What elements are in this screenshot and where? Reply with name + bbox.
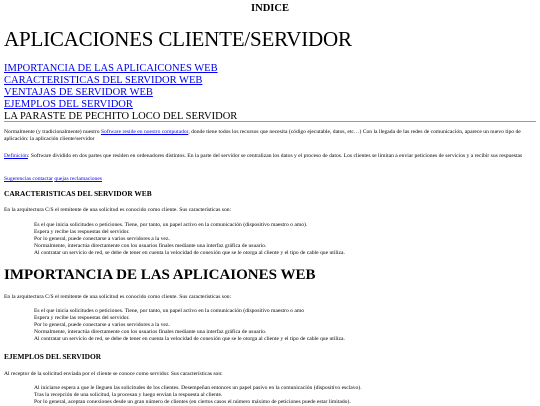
intro-text-before: Normalmente (y tradicionalmente) nuestro [4,129,101,135]
index-title: INDICE [251,3,289,14]
section-heading-importancia: IMPORTANCIA DE LAS APLICAIONES WEB [4,267,316,283]
section3-list [4,385,540,406]
toc-link-importancia[interactable]: IMPORTANCIA DE LAS APLICAICONES WEB [4,63,218,74]
toc-link-ejemplos[interactable]: EJEMPLOS DEL SERVIDOR [4,99,133,110]
definition-text: : Software dividido en dos partes que residen en ordenadores distintos. En la parte del servidor se centralizan los datos y el proceso de datos. Los clientes se limitan a enviar peticiones de servicios y a recibir sus respuestas [27,153,523,159]
section-heading-ejemplos: EJEMPLOS DEL SERVIDOR [4,352,102,361]
list-item: Por lo general, puede conectarse a varios servidores a la vez. [34,236,170,242]
section2-intro: En la arquitectura C/S el remitente de una solicitud es conocido como cliente. Sus características son: [4,294,232,300]
section3-intro: Al receptor de la solicitud enviada por el cliente se conoce como servidor. Sus características son: [4,371,223,377]
list-item: Es el que inicia solicitudes o peticiones. Tiene, por tanto, un papel activo en la comunicación (dispositivo maestro o amo). [34,222,308,228]
suggestions-contact-link[interactable]: Sugerencias contactar [4,176,53,182]
page-title: APLICACIONES CLIENTE/SERVIDOR [4,27,352,51]
section1-list [4,222,540,257]
list-item: Por lo general, puede conectarse a varios servidores a la vez. [34,322,170,328]
intro-software-link[interactable]: Software reside en nuestro computador [100,129,189,135]
toc-link-caracteristicas[interactable]: CARACTERISTICAS DEL SERVIDOR WEB [4,75,203,86]
list-item: Espera y recibe las respuestas del servidor. [34,315,130,321]
toc-item-plain: LA PARASTE DE PECHITO LOCO DEL SERVIDOR [4,111,238,122]
list-item: Al contratar un servicio de red, se debe de tener en cuenta la velocidad de conexión que se le otorga al cliente y el tipo de cable que utiliza. [34,336,345,342]
definition-paragraph [4,153,534,160]
list-item: Espera y recibe las respuestas del servidor. [34,229,130,235]
intro-text-after: , donde tiene todos los recursos que necesita (código ejecutable, datos, etc…) Con la llegada de las redes de comunicación, aparece un nuevo tipo de aplicación: la aplicación cliente/servidor [4,129,521,142]
list-item: Normalmente, interactúa directamente con los usuarios finales mediante una interfaz gráfica de usuario. [34,329,267,335]
toc-link-ventajas[interactable]: VENTAJAS DE SERVIDOR WEB [4,87,153,98]
list-item: Al iniciarse espera a que le lleguen las solicitudes de los clientes. Desempeñan entonces un papel pasivo en la comunicación (dispositivo esclavo). [34,385,362,391]
section2-list [4,308,540,343]
list-item: Normalmente, interactúa directamente con los usuarios finales mediante una interfaz gráfica de usuario. [34,243,267,249]
section1-intro: En la arquitectura C/S el remitente de una solicitud es conocido como cliente. Sus características son: [4,207,232,213]
table-of-contents [4,63,237,123]
horizontal-divider [4,121,536,122]
list-item: Al contratar un servicio de red, se debe de tener en cuenta la velocidad de conexión que se le otorga al cliente y el tipo de cable que utiliza. [34,250,345,256]
list-item: Tras la recepción de una solicitud, la procesan y luego envían la respuesta al cliente. [34,392,223,398]
definition-link[interactable]: Definición [4,153,28,159]
section-heading-caracteristicas: CARACTERISTICAS DEL SERVIDOR WEB [4,189,152,198]
complaints-link[interactable]: quejas reclamaciones [54,176,103,182]
list-item: Es el que inicia solicitudes o peticiones. Tiene, por tanto, un papel activo en la comunicación (dispositivo maestro o amo [34,308,304,314]
intro-paragraph [4,129,534,143]
list-item: Por lo general, aceptan conexiones desde un gran número de clientes (en ciertos casos el número máximo de peticiones puede estar limitado). [34,399,351,405]
suggestions-line [4,176,534,183]
